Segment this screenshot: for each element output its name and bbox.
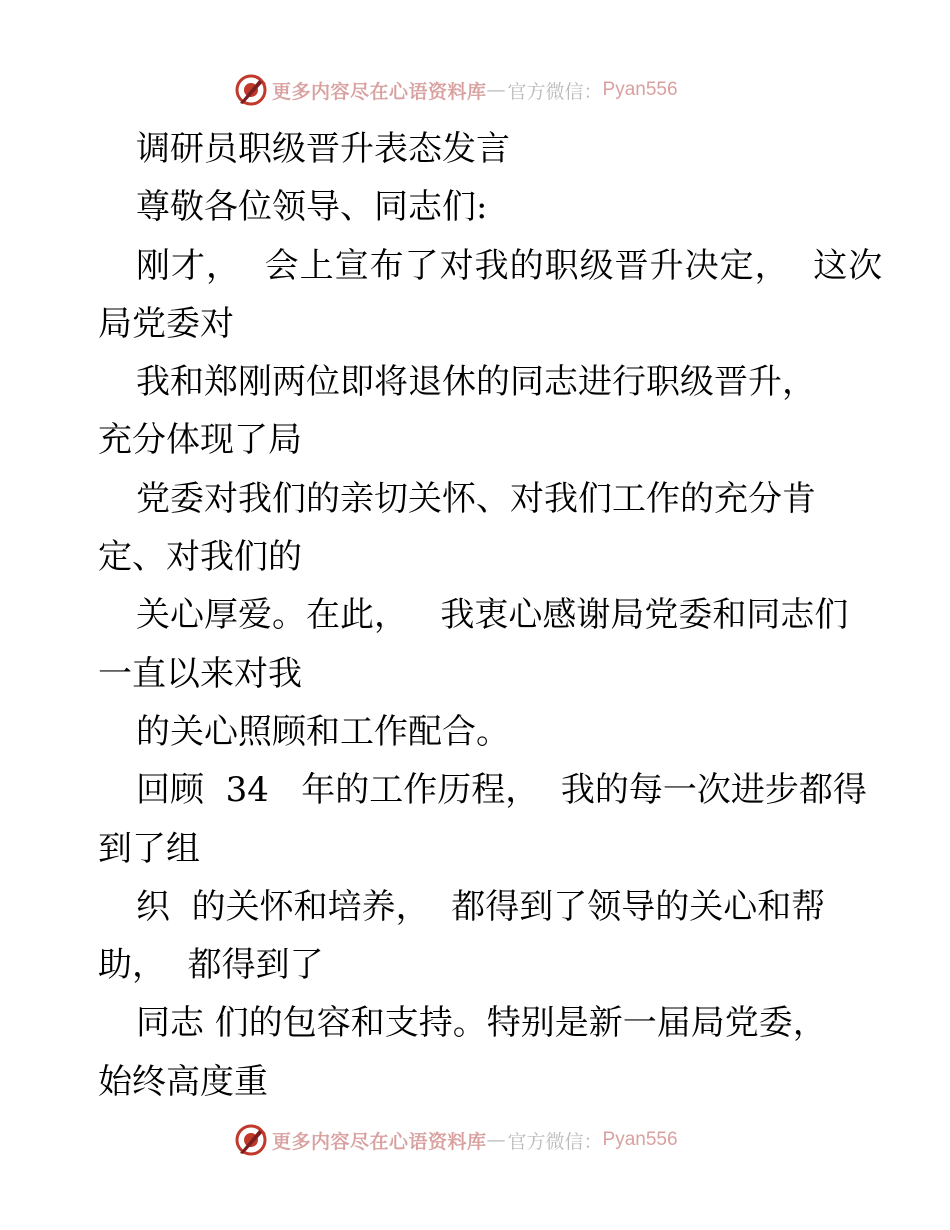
footer-ad-text: 更多内容尽在心语资料库 [272,1130,487,1153]
quill-logo-icon [234,73,268,107]
header-wechat-id: Pyan556 [602,79,678,100]
document-body [98,120,884,1111]
body-line: 我和郑刚两位即将退休的同志进行职级晋升， [136,362,816,403]
body-line: 关心厚爱。在此， 我衷心感谢局党委和同志们 [136,595,849,636]
body-line: 一直以来对我 [98,653,302,694]
quill-logo-icon [234,1123,268,1157]
header-banner [234,72,678,108]
footer-separator: — [486,1129,506,1151]
body-line: 定、对我们的 [98,537,302,578]
footer-wechat-id: Pyan556 [602,1129,678,1150]
body-line: 始终高度重 [98,1061,268,1102]
header-separator: — [486,79,506,101]
body-line: 助， 都得到了 [98,945,324,986]
body-line: 同志 们的包容和支持。特别是新一届局党委， [136,1003,827,1044]
body-line: 充分体现了局 [98,420,302,461]
header-ad-text: 更多内容尽在心语资料库 [272,80,487,103]
body-line: 局党委对 [98,303,234,344]
body-line: 刚才， 会上宣布了对我的职级晋升决定， 这次 [136,245,884,286]
footer-wechat-label: 官方微信： [507,1130,603,1153]
body-line: 到了组 [98,828,200,869]
header-wechat-label: 官方微信： [507,80,603,103]
footer-banner [234,1122,678,1158]
body-line: 党委对我们的亲切关怀、对我们工作的充分肯 [136,478,816,519]
body-line: 的关心照顾和工作配合。 [136,711,510,752]
document-title: 调研员职级晋升表态发言 [136,129,510,169]
salutation: 尊敬各位领导、同志们: [136,187,488,228]
body-line: 回顾 34 年的工作历程， 我的每一次进步都得 [136,770,867,811]
body-line: 织 的关怀和培养， 都得到了领导的关心和帮 [136,886,826,927]
